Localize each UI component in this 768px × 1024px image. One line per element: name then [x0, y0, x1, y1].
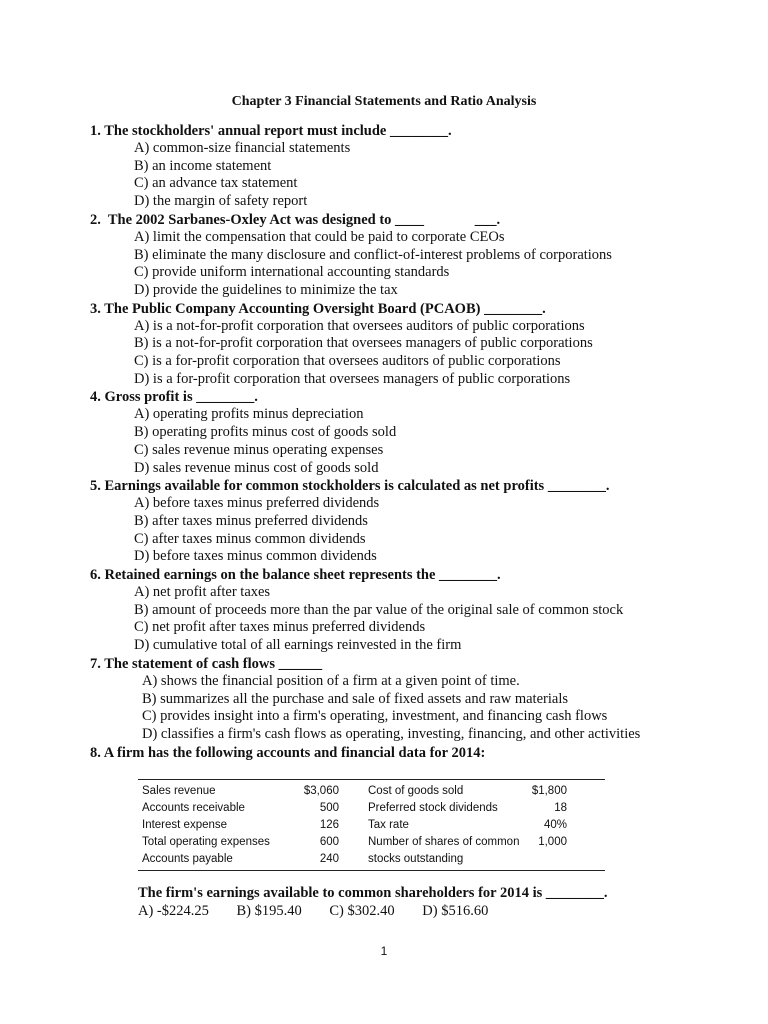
table-cell: Tax rate [368, 819, 409, 831]
table-cell: Accounts payable [142, 853, 233, 865]
question-8 [90, 744, 730, 762]
question-8-option-d: D) $516.60 [422, 903, 489, 919]
question-8-text: 8. A firm has the following accounts and financial data for 2014: [90, 744, 486, 761]
question-5-option-d: D) before taxes minus common dividends [134, 548, 377, 565]
table-row [138, 817, 605, 834]
table-cell: Sales revenue [142, 785, 216, 797]
question-4-option-c: C) sales revenue minus operating expenses [134, 441, 384, 458]
question-4 [90, 388, 730, 477]
question-1-option-b: B) an income statement [134, 157, 272, 174]
question-2-option-c: C) provide uniform international accounting standards [134, 264, 450, 281]
table-row [138, 834, 605, 851]
table-cell: $3,060 [303, 785, 339, 797]
question-4-text: 4. Gross profit is ________. [90, 389, 258, 406]
question-5-option-b: B) after taxes minus preferred dividends [134, 512, 368, 529]
question-3-option-d: D) is a for-profit corporation that oversees managers of public corporations [134, 370, 571, 387]
question-6-text: 6. Retained earnings on the balance sheet represents the ________. [90, 567, 501, 584]
table-row [138, 800, 605, 817]
table-row [138, 851, 605, 868]
question-3-option-b: B) is a not-for-profit corporation that oversees managers of public corporations [134, 335, 593, 352]
question-6-option-b: B) amount of proceeds more than the par value of the original sale of common stock [134, 601, 624, 618]
question-2 [90, 211, 730, 300]
table-cell: Accounts receivable [142, 802, 245, 814]
question-8-option-b: B) $195.40 [236, 903, 302, 919]
question-5-text: 5. Earnings available for common stockholders is calculated as net profits ________. [90, 478, 610, 495]
question-5-option-c: C) after taxes minus common dividends [134, 530, 366, 547]
question-7-option-b: B) summarizes all the purchase and sale of fixed assets and raw materials [142, 690, 568, 707]
question-1-option-c: C) an advance tax statement [134, 175, 298, 192]
question-4-option-a: A) operating profits minus depreciation [134, 406, 364, 423]
question-4-option-d: D) sales revenue minus cost of goods sold [134, 459, 379, 476]
question-7-text: 7. The statement of cash flows ______ [90, 655, 323, 672]
question-8-followup: The firm's earnings available to common shareholders for 2014 is ________. [138, 885, 608, 901]
question-3-option-c: C) is a for-profit corporation that oversees auditors of public corporations [134, 353, 561, 370]
question-6-option-a: A) net profit after taxes [134, 584, 271, 601]
question-6-option-d: D) cumulative total of all earnings reinvested in the firm [134, 637, 462, 654]
table-row [138, 783, 605, 800]
table-cell: stocks outstanding [368, 853, 464, 865]
question-8-answers [138, 903, 512, 920]
question-5 [90, 477, 730, 566]
table-cell: 1,000 [538, 836, 567, 848]
question-6-option-c: C) net profit after taxes minus preferred dividends [134, 619, 426, 636]
question-7-option-c: C) provides insight into a firm's operating, investment, and financing cash flows [142, 708, 608, 725]
question-4-option-b: B) operating profits minus cost of goods sold [134, 424, 397, 441]
page-number: 1 [380, 944, 388, 958]
table-cell: Preferred stock dividends [368, 802, 498, 814]
question-8-option-a: A) -$224.25 [138, 903, 209, 919]
question-3 [90, 300, 730, 389]
table-cell: Number of shares of common [368, 836, 520, 848]
question-3-option-a: A) is a not-for-profit corporation that oversees auditors of public corporations [134, 317, 585, 334]
question-7 [90, 655, 730, 744]
question-7-option-a: A) shows the financial position of a firm at a given point of time. [142, 672, 520, 689]
table-cell: Cost of goods sold [368, 785, 464, 797]
question-2-option-b: B) eliminate the many disclosure and conflict-of-interest problems of corporations [134, 246, 612, 263]
question-7-option-d: D) classifies a firm's cash flows as operating, investing, financing, and other activities [142, 725, 641, 742]
question-2-option-a: A) limit the compensation that could be paid to corporate CEOs [134, 228, 505, 245]
question-list [90, 122, 730, 762]
question-2-option-d: D) provide the guidelines to minimize the tax [134, 281, 398, 298]
financial-data-table [138, 779, 605, 871]
question-1-option-a: A) common-size financial statements [134, 140, 351, 156]
table-cell: 500 [319, 802, 339, 814]
chapter-title: Chapter 3 Financial Statements and Ratio Analysis [231, 94, 537, 109]
table-cell: 600 [319, 836, 339, 848]
question-5-option-a: A) before taxes minus preferred dividends [134, 495, 380, 512]
question-1-option-d: D) the margin of safety report [134, 193, 308, 210]
table-cell: Total operating expenses [142, 836, 270, 848]
table-cell: 18 [554, 802, 567, 814]
question-8-option-c: C) $302.40 [329, 903, 395, 919]
table-cell: $1,800 [531, 785, 567, 797]
table-cell: 40% [543, 819, 567, 831]
question-1 [90, 122, 730, 211]
question-2-text: 2. The 2002 Sarbanes-Oxley Act was designed to ____ ___. [90, 211, 501, 228]
question-6 [90, 566, 730, 655]
table-cell: Interest expense [142, 819, 228, 831]
question-3-text: 3. The Public Company Accounting Oversight Board (PCAOB) ________. [90, 300, 546, 317]
table-cell: 240 [319, 853, 339, 865]
table-cell: 126 [319, 819, 339, 831]
question-1-text: 1. The stockholders' annual report must include ________. [90, 123, 452, 139]
